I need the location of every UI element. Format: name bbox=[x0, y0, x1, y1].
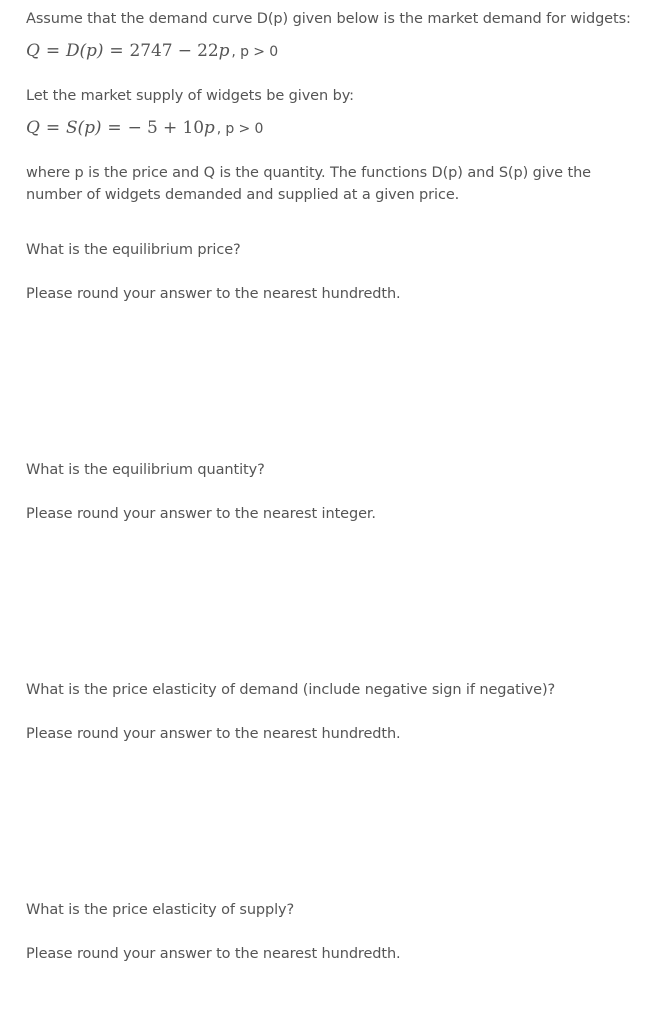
definitions-text: where p is the price and Q is the quantity. The functions D(p) and S(p) give the number of widgets demanded and supplied at a given price. bbox=[26, 165, 591, 203]
supply-eq-function: S(p) bbox=[66, 118, 102, 138]
rounding-instruction: Please round your answer to the nearest integer. bbox=[26, 506, 376, 522]
demand-eq-rhs: 2747 − 22 bbox=[129, 41, 219, 61]
question-text: What is the price elasticity of demand (include negative sign if negative)? bbox=[26, 682, 556, 698]
rounding-instruction: Please round your answer to the nearest hundredth. bbox=[26, 726, 401, 742]
supply-eq-variable: p bbox=[203, 118, 215, 138]
supply-eq-rhs: − 5 + 10 bbox=[127, 118, 204, 138]
supply-equation bbox=[26, 116, 263, 141]
supply-intro-text: Let the market supply of widgets be given by: bbox=[26, 88, 354, 104]
demand-eq-lhs: Q bbox=[26, 41, 40, 61]
demand-eq-function: D(p) bbox=[66, 41, 104, 61]
supply-eq-condition: , p > 0 bbox=[216, 121, 264, 137]
supply-eq-equals-1: = bbox=[45, 118, 60, 138]
demand-eq-equals-2: = bbox=[109, 41, 124, 61]
rounding-instruction: Please round your answer to the nearest hundredth. bbox=[26, 286, 401, 302]
demand-eq-condition: , p > 0 bbox=[231, 44, 279, 60]
supply-eq-equals-2: = bbox=[107, 118, 122, 138]
demand-intro-text: Assume that the demand curve D(p) given below is the market demand for widgets: bbox=[26, 11, 631, 27]
supply-eq-lhs: Q bbox=[26, 118, 40, 138]
demand-eq-equals-1: = bbox=[45, 41, 60, 61]
question-text: What is the price elasticity of supply? bbox=[26, 902, 295, 918]
demand-equation bbox=[26, 39, 278, 64]
demand-eq-variable: p bbox=[218, 41, 230, 61]
question-text: What is the equilibrium price? bbox=[26, 242, 241, 258]
rounding-instruction: Please round your answer to the nearest hundredth. bbox=[26, 946, 401, 962]
question-text: What is the equilibrium quantity? bbox=[26, 462, 265, 478]
